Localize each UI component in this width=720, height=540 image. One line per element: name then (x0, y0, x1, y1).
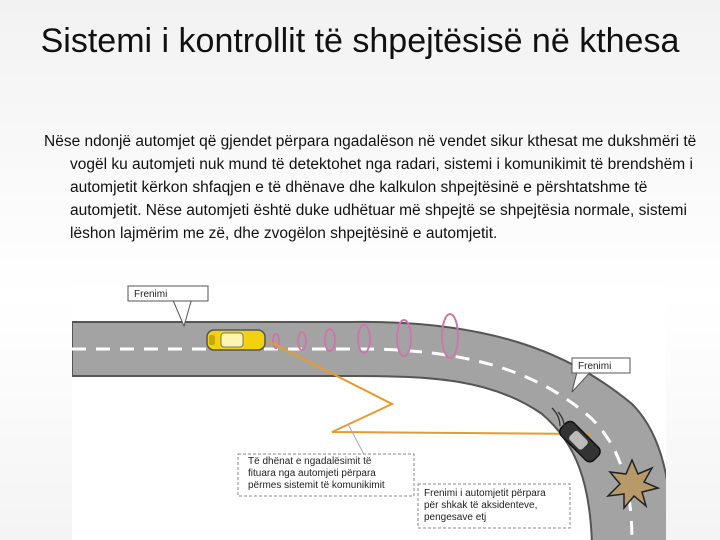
svg-text:Frenimi: Frenimi (134, 289, 168, 300)
svg-text:fituara nga automjeti përpara: fituara nga automjeti përpara (248, 468, 376, 479)
slide-body-text: Nëse ndonjë automjet që gjendet përpara ngadalëson në vendet sikur kthesat me dukshmëri të vogël ku automjeti nuk mund të detektohet nga radari, sistemi i komunikimit të brendshëm i automjetit kërkon shfaqjen e të dhënave dhe kalkulon shpejtësinë e përshtatshme të automjetit. Nëse automjeti është duke udhëtuar më shpejtë se shpejtësia normale, sistemi lëshon lajmërim me zë, dhe zvogëlon shpejtësinë e automjetit. (44, 133, 697, 242)
svg-text:Frenimi: Frenimi (578, 361, 612, 372)
callout-bottom-right (418, 484, 570, 528)
callout-bottom-left (238, 454, 414, 496)
slide-title: Sistemi i kontrollit të shpejtësisë në kthesa (40, 22, 680, 60)
svg-text:për shkak të aksidenteve,: për shkak të aksidenteve, (424, 500, 538, 511)
svg-text:Të dhënat e ngadalësimit të: Të dhënat e ngadalësimit të (248, 456, 372, 467)
yellow-car-icon (207, 330, 265, 350)
svg-text:Frenimi i automjetit përpara: Frenimi i automjetit përpara (424, 488, 546, 499)
svg-text:përmes sistemit të komunikimit: përmes sistemit të komunikimit (248, 480, 385, 491)
callout-top-left (128, 286, 208, 326)
svg-text:pengesave etj: pengesave etj (424, 512, 487, 523)
curve-speed-diagram (72, 284, 666, 540)
